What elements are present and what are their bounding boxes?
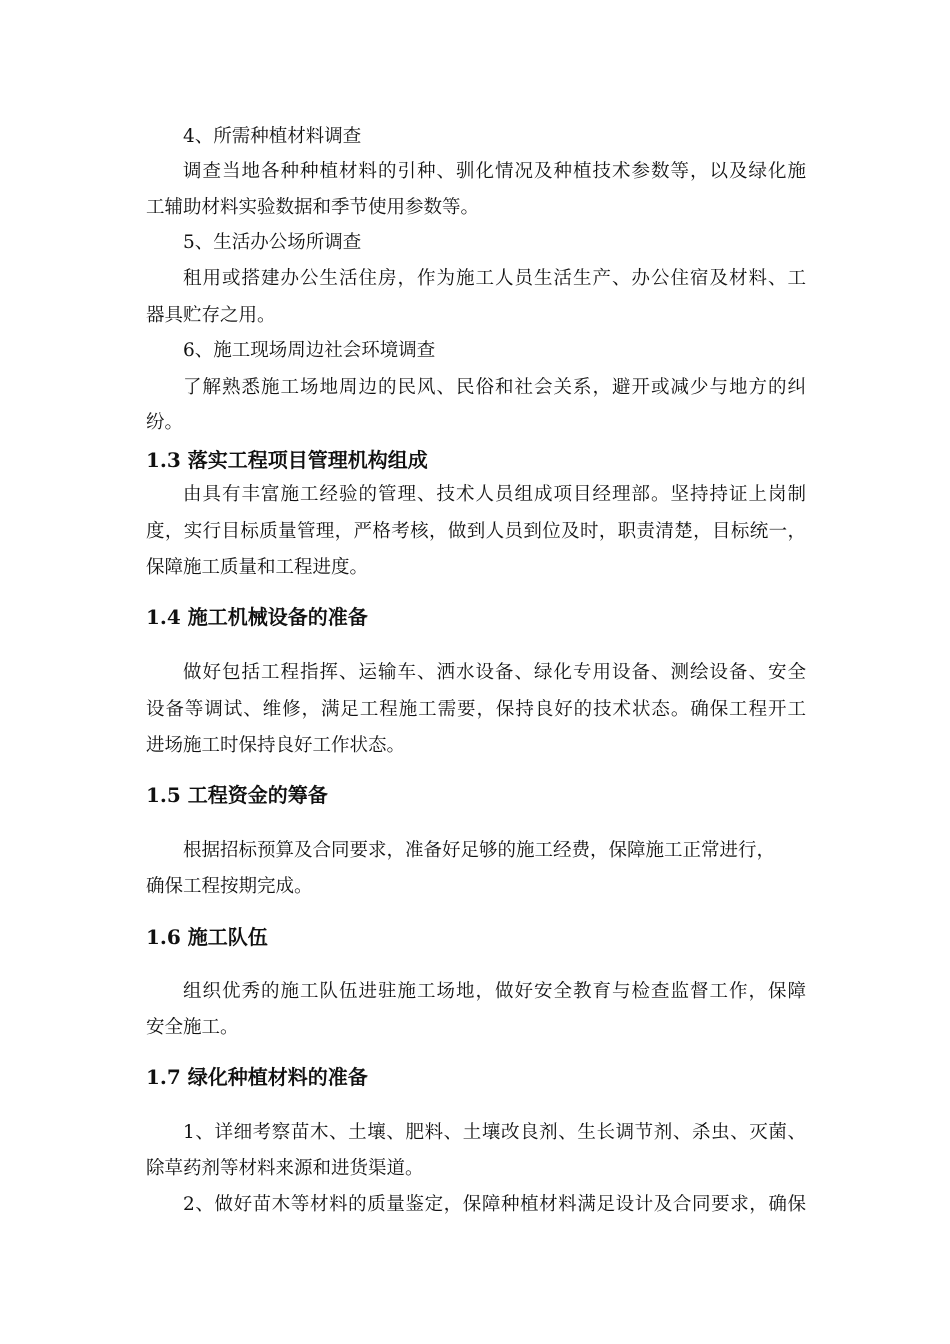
paragraph-line: 安全施工。 [146,1017,239,1038]
section-heading: 1.6 施工队伍 [146,925,268,949]
paragraph-line: 保障施工质量和工程进度。 [146,557,369,578]
paragraph-line: 设备等调试、维修，满足工程施工需要，保持良好的技术状态。确保工程开工 [146,699,806,720]
paragraph-line: 确保工程按期完成。 [146,876,313,897]
section-heading: 1.4 施工机械设备的准备 [146,605,368,629]
paragraph-line: 根据招标预算及合同要求，准备好足够的施工经费，保障施工正常进行， [183,840,776,861]
paragraph-line: 租用或搭建办公生活住房，作为施工人员生活生产、办公住宿及材料、工 [183,268,806,289]
paragraph-line: 由具有丰富施工经验的管理、技术人员组成项目经理部。坚持持证上岗制 [183,484,806,505]
paragraph-line: 组织优秀的施工队伍进驻施工场地，做好安全教育与检查监督工作，保障 [183,981,806,1002]
paragraph-line: 进场施工时保持良好工作状态。 [146,735,406,756]
paragraph-line: 1、详细考察苗木、土壤、肥料、土壤改良剂、生长调节剂、杀虫、灭菌、 [183,1122,806,1143]
paragraph-line: 了解熟悉施工场地周边的民风、民俗和社会关系，避开或减少与地方的纠 [183,377,806,398]
section-heading: 1.3 落实工程项目管理机构组成 [146,448,428,472]
paragraph-line: 纷。 [146,412,184,433]
paragraph-line: 4、所需种植材料调查 [183,126,362,147]
paragraph-line: 调查当地各种种植材料的引种、驯化情况及种植技术参数等，以及绿化施 [183,161,806,182]
paragraph-line: 2、做好苗木等材料的质量鉴定，保障种植材料满足设计及合同要求，确保 [183,1194,806,1215]
paragraph-line: 器具贮存之用。 [146,305,276,326]
paragraph-line: 做好包括工程指挥、运输车、洒水设备、绿化专用设备、测绘设备、安全 [183,662,806,683]
paragraph-line: 除草药剂等材料来源和进货渠道。 [146,1158,424,1179]
paragraph-line: 工辅助材料实验数据和季节使用参数等。 [146,197,480,218]
section-heading: 1.7 绿化种植材料的准备 [146,1065,368,1089]
section-heading: 1.5 工程资金的筹备 [146,783,328,807]
paragraph-line: 度，实行目标质量管理，严格考核，做到人员到位及时，职责清楚，目标统一， [146,521,806,542]
paragraph-line: 5、生活办公场所调查 [183,232,362,253]
paragraph-line: 6、施工现场周边社会环境调查 [183,340,436,361]
